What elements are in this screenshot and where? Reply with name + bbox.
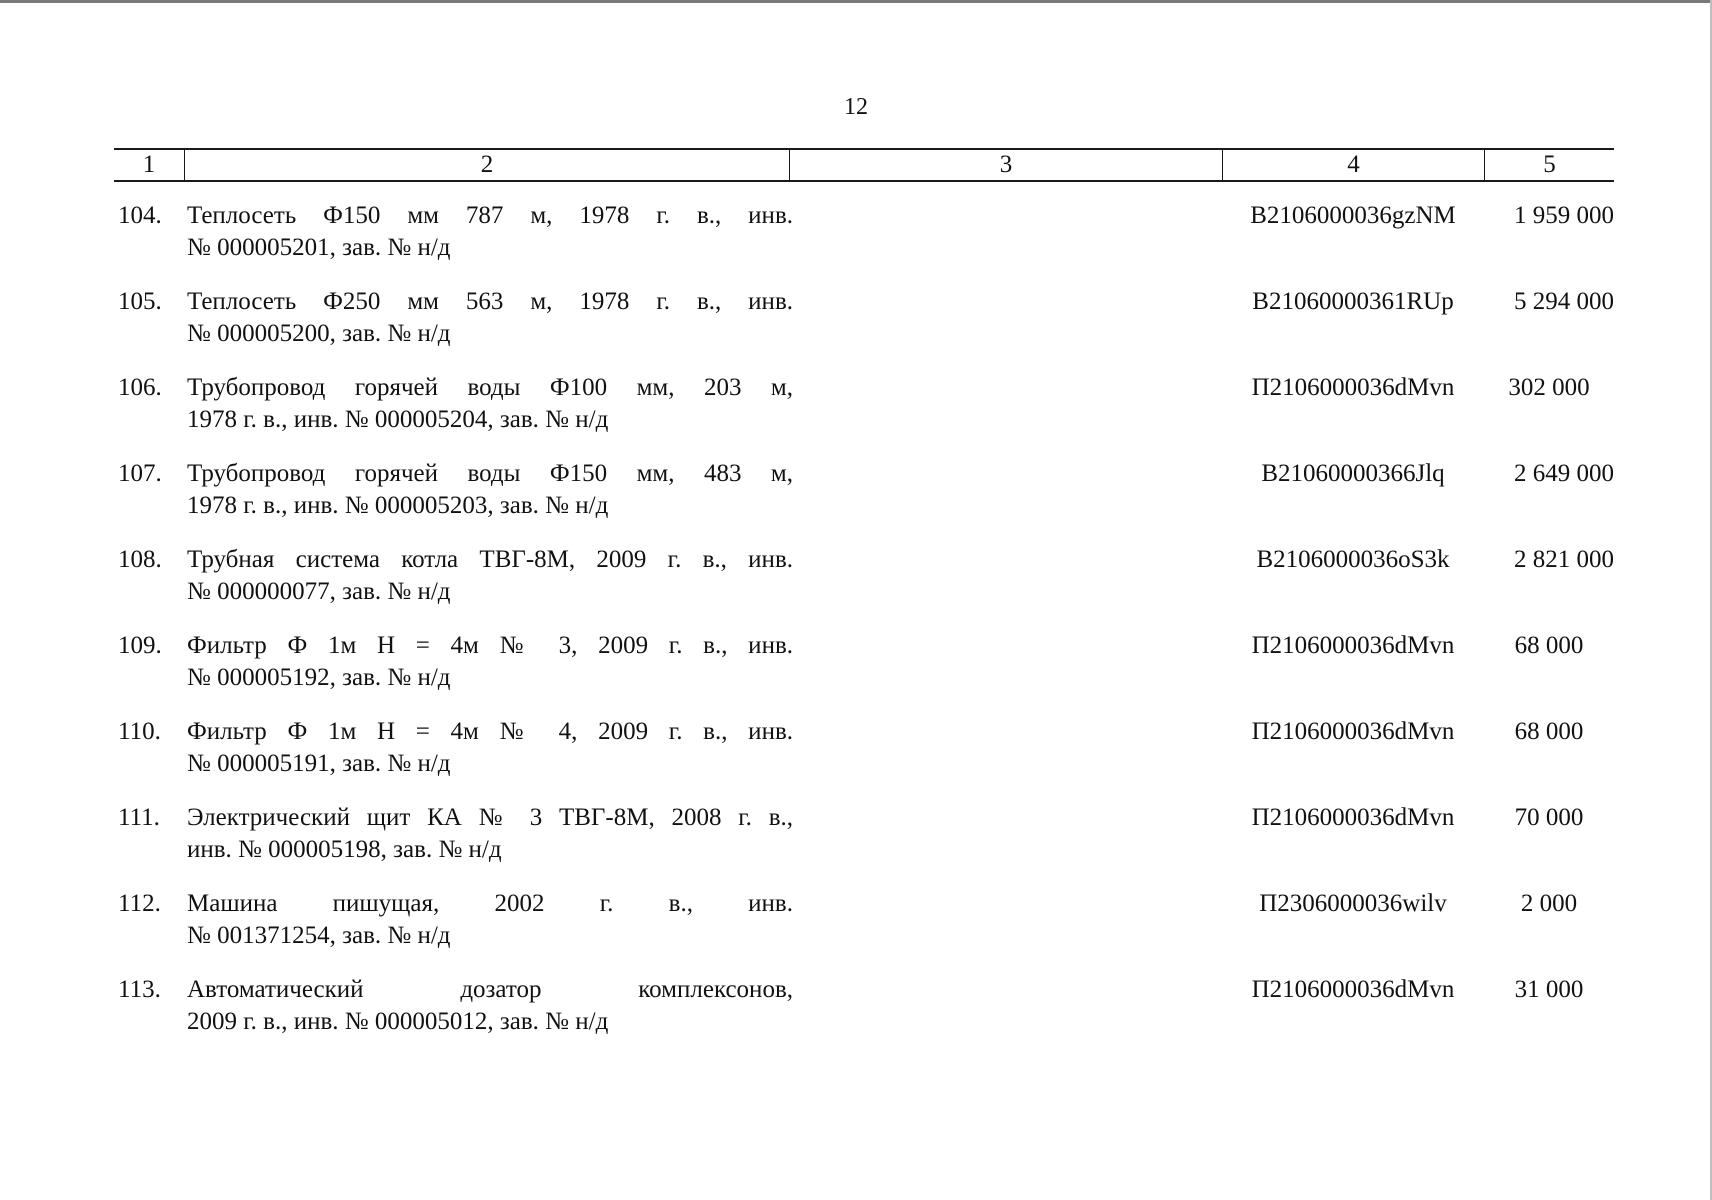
- row-description-line2: № 000005191, зав. № н/д: [187, 750, 451, 777]
- row-value: 1 959 000: [1514, 202, 1614, 229]
- row-description-line1: Фильтр Ф 1м Н = 4м № 3, 2009 г. в., инв.: [187, 632, 793, 659]
- table-row: [114, 372, 1614, 458]
- row-number: 110.: [118, 718, 161, 745]
- row-description-line1: Теплосеть Ф150 мм 787 м, 1978 г. в., инв.: [187, 202, 793, 229]
- row-code: В2106000036gzNM: [1250, 202, 1456, 229]
- header-col-4: 4: [1222, 150, 1484, 180]
- header-col-5: 5: [1484, 150, 1614, 180]
- row-value: 68 000: [1514, 632, 1584, 659]
- row-description-line2: № 000000077, зав. № н/д: [187, 578, 451, 605]
- table-row: [114, 716, 1614, 802]
- row-description-line1: Трубопровод горячей воды Ф100 мм, 203 м,: [187, 374, 793, 401]
- header-col-1: 1: [142, 151, 156, 178]
- row-description: [187, 458, 793, 522]
- row-number: 111.: [118, 804, 160, 831]
- row-value: 2 000: [1520, 890, 1578, 917]
- row-number: 105.: [118, 288, 162, 315]
- table-row: [114, 630, 1614, 716]
- row-code: В2106000036oS3k: [1256, 546, 1450, 573]
- table-row: [114, 458, 1614, 544]
- table-header-row: [114, 148, 1614, 182]
- row-description-line2: № 000005201, зав. № н/д: [187, 234, 451, 261]
- row-code: П2106000036dMvn: [1251, 632, 1455, 659]
- row-value: 2 821 000: [1514, 546, 1614, 573]
- header-col-2: 2: [184, 150, 789, 180]
- scan-top-edge: [0, 0, 1712, 3]
- row-description: [187, 716, 793, 780]
- row-value: 68 000: [1514, 718, 1584, 745]
- row-description-line1: Электрический щит КА № 3 ТВГ-8М, 2008 г. в.,: [187, 804, 793, 831]
- row-description-line2: 2009 г. в., инв. № 000005012, зав. № н/д: [187, 1008, 609, 1035]
- row-description-line2: 1978 г. в., инв. № 000005203, зав. № н/д: [187, 492, 609, 519]
- row-description-line1: Автоматический дозатор комплексонов,: [187, 976, 793, 1003]
- row-description-line1: Теплосеть Ф250 мм 563 м, 1978 г. в., инв.: [187, 288, 793, 315]
- row-code: П2106000036dMvn: [1251, 804, 1455, 831]
- row-description-line1: Фильтр Ф 1м Н = 4м № 4, 2009 г. в., инв.: [187, 718, 793, 745]
- row-description: [187, 888, 793, 952]
- page-number: 12: [844, 94, 868, 120]
- row-code: В21060000366Jlq: [1261, 460, 1445, 487]
- table-row: [114, 974, 1614, 1060]
- row-value: 302 000: [1508, 374, 1590, 401]
- table-row: [114, 802, 1614, 888]
- row-description: [187, 974, 793, 1038]
- table-row: [114, 200, 1614, 286]
- row-value: 31 000: [1514, 976, 1584, 1003]
- row-description-line2: инв. № 000005198, зав. № н/д: [187, 836, 502, 863]
- row-description-line2: № 000005192, зав. № н/д: [187, 664, 451, 691]
- row-description-line1: Трубная система котла ТВГ-8М, 2009 г. в., инв.: [187, 546, 793, 573]
- row-code: П2106000036dMvn: [1251, 976, 1455, 1003]
- row-value: 5 294 000: [1514, 288, 1614, 315]
- row-value: 2 649 000: [1514, 460, 1614, 487]
- table-row: [114, 286, 1614, 372]
- row-number: 106.: [118, 374, 162, 401]
- row-description-line2: № 001371254, зав. № н/д: [187, 922, 451, 949]
- row-number: 104.: [118, 202, 162, 229]
- row-number: 113.: [118, 976, 161, 1003]
- row-number: 107.: [118, 460, 162, 487]
- row-number: 108.: [118, 546, 162, 573]
- table-body: [114, 200, 1614, 1060]
- row-description-line2: № 000005200, зав. № н/д: [187, 320, 451, 347]
- row-code: П2106000036dMvn: [1251, 374, 1455, 401]
- row-description: [187, 802, 793, 866]
- row-code: В21060000361RUp: [1252, 288, 1454, 315]
- row-number: 109.: [118, 632, 162, 659]
- row-number: 112.: [118, 890, 161, 917]
- row-value: 70 000: [1514, 804, 1584, 831]
- row-description: [187, 372, 793, 436]
- row-code: П2106000036dMvn: [1251, 718, 1455, 745]
- row-code: П2306000036wilv: [1259, 890, 1447, 917]
- row-description-line1: Машина пишущая, 2002 г. в., инв.: [187, 890, 793, 917]
- table-row: [114, 544, 1614, 630]
- row-description-line2: 1978 г. в., инв. № 000005204, зав. № н/д: [187, 406, 609, 433]
- row-description: [187, 544, 793, 608]
- row-description: [187, 630, 793, 694]
- row-description-line1: Трубопровод горячей воды Ф150 мм, 483 м,: [187, 460, 793, 487]
- row-description: [187, 286, 793, 350]
- row-description: [187, 200, 793, 264]
- header-col-3: 3: [789, 150, 1222, 180]
- table-row: [114, 888, 1614, 974]
